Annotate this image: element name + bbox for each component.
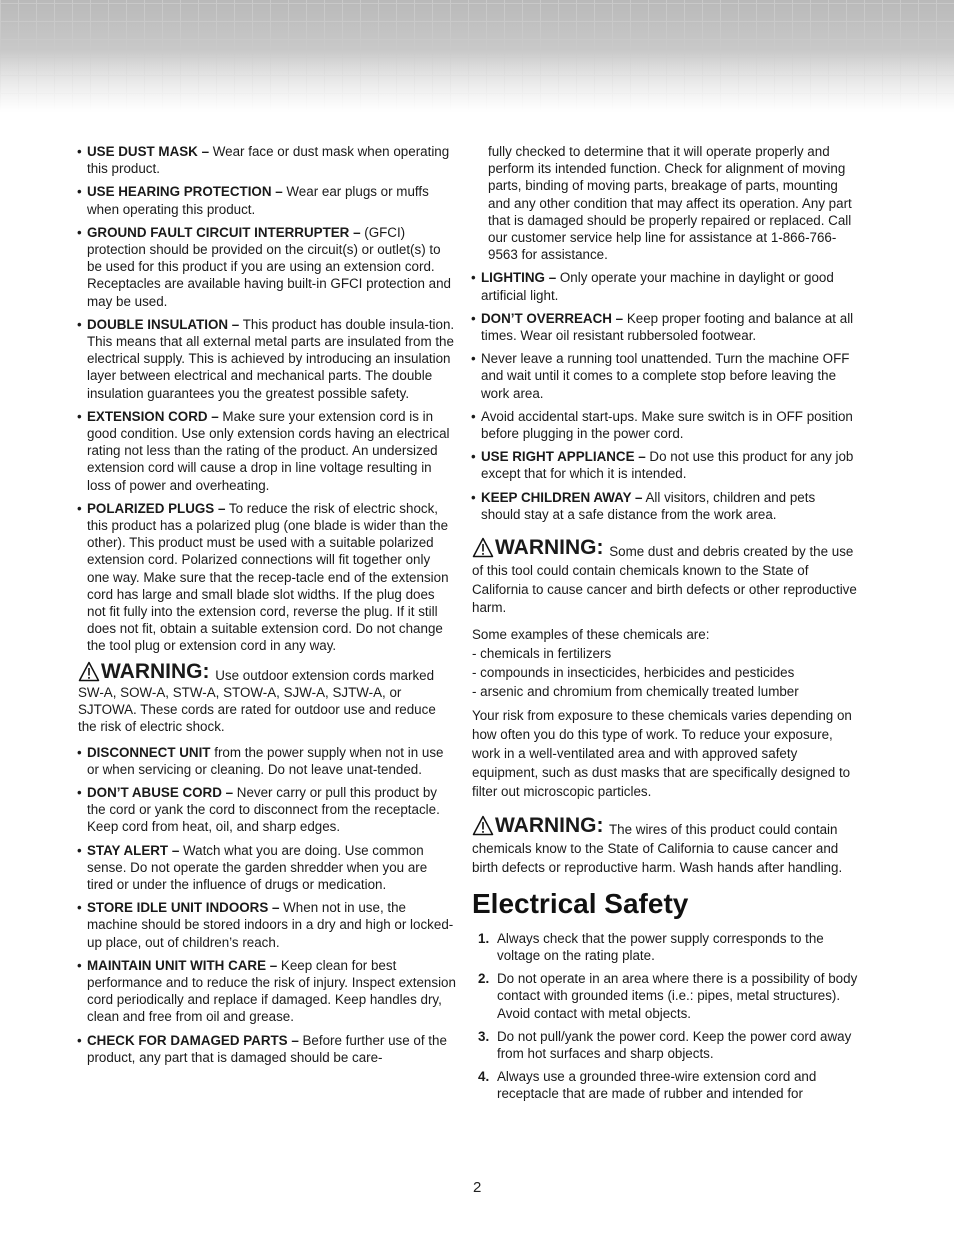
- bullet-heading: GROUND FAULT CIRCUIT INTERRUPTER –: [87, 224, 361, 240]
- bullet-item: [472, 310, 858, 344]
- examples-intro: Some examples of these chemicals are:: [472, 627, 710, 643]
- bullet-dot: •: [77, 957, 82, 973]
- bullet-dot: •: [77, 900, 82, 916]
- warning-triangle-icon: [472, 537, 494, 558]
- page-number: 2: [473, 1179, 482, 1196]
- warning-label: WARNING:: [101, 659, 210, 683]
- bullet-text: When not in use, the machine should be stored indoors in a dry and high or locked-up place, out of children’s reach.: [87, 900, 454, 950]
- numbered-item: [472, 1068, 858, 1102]
- bullet-text: This product has double insula-tion. This means that all external metal parts are insulated from the electrical supply. This is achieved by introducing an insulation layer between electrical and mechanical parts. The double insulation guarantees you the greatest possible safety.: [87, 316, 455, 401]
- warning-heading: [78, 661, 210, 682]
- bullet-text: Make sure your extension cord is in good condition. Use only extension cords having an electrical rating not less than the rating of the product. An undersized extension cord will cause a drop in line voltage resulting in loss of power and overheating.: [87, 408, 450, 493]
- numbered-item: [472, 1028, 858, 1062]
- electrical-safety-list: [472, 930, 858, 1103]
- bullet-item: [472, 448, 858, 482]
- example-item: - compounds in insecticides, herbicides and pesticides: [472, 664, 795, 680]
- bullet-item: [78, 744, 456, 778]
- bullet-heading: POLARIZED PLUGS –: [87, 500, 226, 516]
- bullet-text: Only operate your machine in daylight or good artificial light.: [481, 270, 834, 303]
- bullet-item: [78, 143, 456, 177]
- bullet-heading: LIGHTING –: [481, 270, 557, 286]
- bullet-item: [78, 1032, 456, 1066]
- bullet-item: [472, 269, 858, 303]
- bullet-text: Never leave a running tool unattended. Turn the machine OFF and wait until it comes to a complete stop before leaving the work area.: [481, 351, 850, 401]
- item-text: Do not pull/yank the power cord. Keep the power cord away from hot surfaces and sharp objects.: [497, 1028, 852, 1062]
- bullet-heading: KEEP CHILDREN AWAY –: [481, 489, 643, 505]
- left-bullet-list-a: [78, 143, 456, 655]
- right-column: [472, 143, 858, 1109]
- bullet-dot: •: [77, 144, 82, 159]
- bullet-heading: DISCONNECT UNIT: [87, 744, 211, 760]
- bullet-item: [78, 957, 456, 1026]
- bullet-heading: DON’T ABUSE CORD –: [87, 784, 234, 800]
- numbered-item: [472, 970, 858, 1022]
- warning-triangle-icon: [78, 661, 100, 682]
- bullet-text: Wear face or dust mask when operating this product.: [87, 144, 450, 177]
- bullet-text: Before further use of the product, any part that is damaged should be care-: [87, 1032, 447, 1065]
- item-number: 3.: [478, 1028, 490, 1044]
- bullet-text: All visitors, children and pets should stay at a safe distance from the work area.: [481, 489, 816, 522]
- bullet-text: Never carry or pull this product by the cord or yank the cord to disconnect from the receptacle. Keep cord from heat, oil, and sharp edges.: [87, 784, 440, 835]
- bullet-heading: STORE IDLE UNIT INDOORS –: [87, 900, 280, 916]
- item-text: Do not operate in an area where there is a possibility of body contact with grounded items (i.e.: pipes, metal structures). Avoid contact with metal objects.: [497, 971, 858, 1021]
- left-column: [78, 143, 456, 1072]
- warning-heading: [472, 815, 604, 836]
- item-text: Always check that the power supply corresponds to the voltage on the rating plate.: [497, 930, 824, 964]
- bullet-heading: DON’T OVERREACH –: [481, 310, 624, 326]
- bullet-dot: •: [471, 351, 476, 367]
- bullet-text: (GFCI) protection should be provided on the circuit(s) or outlet(s) to be used for this product if you are using an extension cord. Receptacles are available having built-in GFCI protection and may be used.: [87, 224, 451, 309]
- bullet-heading: USE RIGHT APPLIANCE –: [481, 449, 646, 465]
- bullet-item: [472, 408, 858, 442]
- example-item: - chemicals in fertilizers: [472, 646, 612, 662]
- example-item: - arsenic and chromium from chemically treated lumber: [472, 683, 799, 699]
- section-title-electrical-safety: Electrical Safety: [472, 887, 689, 919]
- bullet-dot: •: [471, 489, 476, 505]
- bullet-item: [78, 899, 456, 951]
- warning-label: WARNING:: [495, 536, 604, 560]
- bullet-dot: •: [77, 500, 82, 516]
- bullet-heading: DOUBLE INSULATION –: [87, 316, 240, 332]
- bullet-dot: •: [77, 184, 82, 200]
- bullet-dot: •: [77, 1032, 82, 1048]
- warning-triangle-icon: [472, 815, 494, 836]
- bullet-heading: USE DUST MASK –: [87, 144, 210, 159]
- header-band: [0, 0, 954, 112]
- bullet-heading: CHECK FOR DAMAGED PARTS –: [87, 1032, 299, 1048]
- bullet-heading: MAINTAIN UNIT WITH CARE –: [87, 957, 278, 973]
- bullet-dot: •: [77, 744, 82, 760]
- warning-text: Use outdoor extension cords marked SW-A, SOW-A, STW-A, STOW-A, SJW-A, SJTW-A, or SJTOWA. These cords are rated for outdoor use and reduce the risk of electric shock.: [78, 667, 436, 735]
- bullet-item: [78, 224, 456, 310]
- left-bullet-list-b: [78, 744, 456, 1066]
- warning-chemicals-dust: [472, 537, 858, 618]
- bullet-item: [78, 842, 456, 894]
- bullet-dot: •: [77, 224, 82, 240]
- bullet-heading: USE HEARING PROTECTION –: [87, 184, 283, 200]
- bullet-text: from the power supply when not in use or when servicing or cleaning. Do not leave unat-tended.: [87, 744, 444, 777]
- bullet-text: Watch what you are doing. Use common sense. Do not operate the garden shredder when you are tired or under the influence of drugs or medication.: [87, 842, 428, 892]
- item-text: Always use a grounded three-wire extension cord and receptacle that are made of rubber and intended for: [497, 1069, 817, 1102]
- bullet-text: To reduce the risk of electric shock, this product has a polarized plug (one blade is wider than the other). This product must be used with a suitable polarized extension cord. Polarized connections will fit together only one way. Make sure that the recep-tacle end of the extension cord has large and small blade slot widths. If the plug does not fit fully into the extension cord, reverse the plug. If it still does not fit, obtain a suitable extension cord. Do not change the tool plug or extension cord in any way.: [87, 500, 449, 654]
- bullet-item: [78, 183, 456, 217]
- bullet-text: Wear ear plugs or muffs when operating this product.: [87, 184, 429, 217]
- bullet-item: [472, 489, 858, 523]
- bullet-heading: EXTENSION CORD –: [87, 408, 219, 424]
- item-number: 1.: [478, 930, 490, 946]
- warning-extension-cords: [78, 661, 456, 736]
- bullet-item: [472, 350, 858, 402]
- bullet-text: Keep clean for best performance and to reduce the risk of injury. Inspect extension cord periodically and replace if damaged. Keep handles dry, clean and free from oil and grease.: [87, 957, 456, 1025]
- bullet-item: [78, 316, 456, 402]
- bullet-dot: •: [77, 408, 82, 424]
- right-bullet-list: [472, 269, 858, 523]
- numbered-item: [472, 930, 858, 964]
- bullet-dot: •: [471, 310, 476, 326]
- risk-paragraph: Your risk from exposure to these chemicals varies depending on how often you do this type of work. To reduce your exposure, work in a well-ventilated area and with approved safety equipment, such as dust masks that are specifically designed to filter out microscopic particles.: [472, 708, 852, 799]
- warning-text: The wires of this product could contain chemicals know to the State of California to cause cancer and birth defects or reproductive harm. Wash hands after handling.: [472, 822, 843, 876]
- item-number: 4.: [478, 1069, 490, 1085]
- bullet-dot: •: [471, 449, 476, 465]
- bullet-dot: •: [77, 784, 82, 800]
- bullet-dot: •: [471, 270, 476, 286]
- bullet-dot: •: [77, 316, 82, 332]
- examples-list: [472, 645, 858, 701]
- bullet-heading: STAY ALERT –: [87, 842, 180, 858]
- warning-heading: [472, 537, 604, 558]
- warning-label: WARNING:: [495, 814, 604, 838]
- bullet-item: [78, 500, 456, 655]
- bullet-text: Keep proper footing and balance at all times. Wear oil resistant rubbersoled footwear.: [481, 310, 854, 344]
- bullet-dot: •: [471, 408, 476, 424]
- warning-wires: [472, 815, 858, 877]
- bullet-dot: •: [77, 842, 82, 858]
- bullet-item: [78, 408, 456, 494]
- bullet-text: Avoid accidental start-ups. Make sure switch is in OFF position before plugging in the power cord.: [481, 408, 853, 442]
- bullet-text: Do not use this product for any job except that for which it is intended.: [481, 449, 854, 482]
- warning-text: Some dust and debris created by the use of this tool could contain chemicals known to the State of California to cause cancer and birth defects or other reproductive harm.: [472, 544, 857, 616]
- item-number: 2.: [478, 971, 490, 987]
- bullet-item: [78, 784, 456, 836]
- damaged-parts-continuation: fully checked to determine that it will operate properly and perform its intended function. Check for alignment of moving parts, binding of moving parts, breakage of parts, mounting and any other condition that may affect its operation. Any part that is damaged should be properly repaired or replaced. Call our customer service help line for assistance at 1-866-766-9563 for assistance.: [488, 144, 852, 263]
